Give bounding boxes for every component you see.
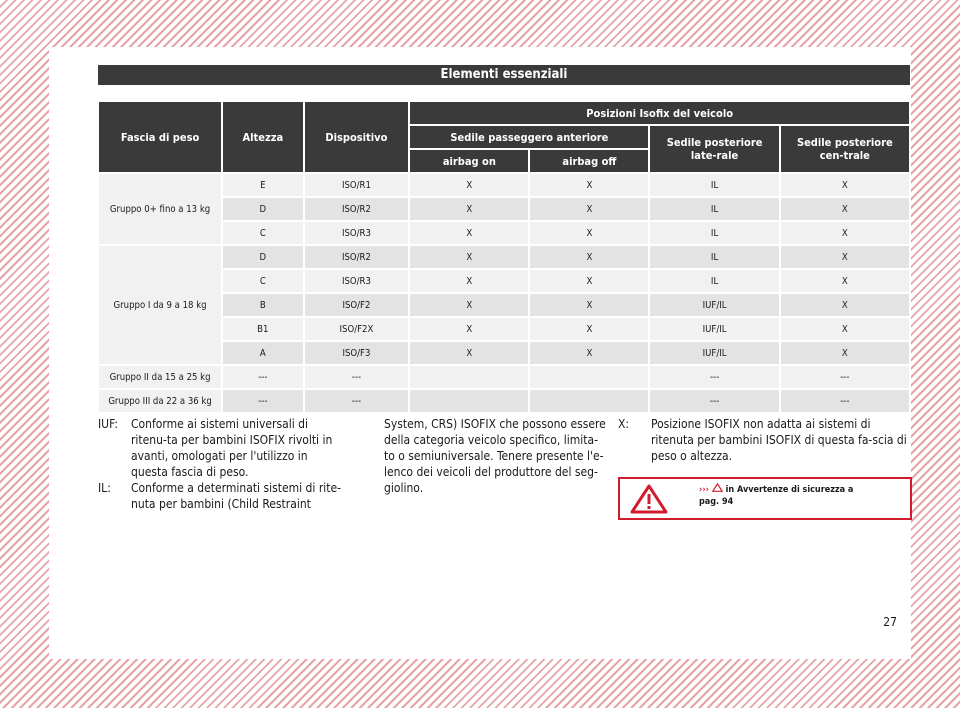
col-weight-header: Fascia di peso [98, 101, 222, 173]
note-il [98, 480, 343, 512]
table-cell: IUF/IL [649, 293, 779, 317]
table-cell: IL [649, 245, 779, 269]
table-cell: X [529, 197, 649, 221]
weight-group-cell: Gruppo III da 22 a 36 kg [98, 389, 222, 413]
table-cell: X [529, 221, 649, 245]
table-cell: ISO/F3 [304, 341, 410, 365]
table-cell: X [409, 293, 529, 317]
note-text: Posizione ISOFIX non adatta ai sistemi di ritenuta per bambini ISOFIX di questa fa-scia di peso o altezza. [651, 417, 907, 463]
table-cell [529, 389, 649, 413]
table-cell: ISO/F2X [304, 317, 410, 341]
table-cell: X [780, 341, 910, 365]
table-cell: X [780, 245, 910, 269]
table-cell: IL [649, 197, 779, 221]
table-row [98, 173, 910, 197]
table-cell: IUF/IL [649, 317, 779, 341]
airbag-off-header: airbag off [529, 149, 649, 173]
table-cell: X [780, 293, 910, 317]
positions-header: Posizioni Isofix del veicolo [409, 101, 910, 125]
table-cell: --- [780, 365, 910, 389]
table-cell [529, 365, 649, 389]
note-x [618, 416, 909, 464]
note-text: Conforme a determinati sistemi di rite-nuta per bambini (Child Restraint [131, 481, 342, 511]
table-cell: D [222, 197, 303, 221]
rear-side-header: Sedile posteriore late-rale [649, 125, 779, 173]
table-cell: X [780, 269, 910, 293]
front-seat-header: Sedile passeggero anteriore [409, 125, 649, 149]
page [49, 47, 911, 659]
notes-col3 [618, 416, 909, 464]
table-body [98, 173, 910, 413]
table-cell: D [222, 245, 303, 269]
note-text: System, CRS) ISOFIX che possono essere della categoria veicolo specifico, limita-to o semiuniversale. Tenere presente l'e-lenco dei veicoli del produttore del seg-giolino. [384, 417, 606, 495]
airbag-on-header: airbag on [409, 149, 529, 173]
table-cell: IL [649, 269, 779, 293]
table-row [98, 365, 910, 389]
table-cell: X [409, 173, 529, 197]
table-cell: X [780, 197, 910, 221]
table-cell: X [780, 221, 910, 245]
table-cell: ISO/R2 [304, 197, 410, 221]
table-cell: ISO/R3 [304, 269, 410, 293]
table-cell: --- [304, 365, 410, 389]
table-cell: B [222, 293, 303, 317]
notes-col1 [98, 416, 343, 512]
warning-text-line2: pag. 94 [699, 497, 734, 507]
note-iuf [98, 416, 343, 480]
table-cell: IUF/IL [649, 341, 779, 365]
table-cell: X [409, 341, 529, 365]
table-cell: X [529, 317, 649, 341]
weight-group-cell: Gruppo 0+ fino a 13 kg [98, 173, 222, 245]
table-cell: IL [649, 173, 779, 197]
col-device-header: Dispositivo [304, 101, 410, 173]
table-cell [409, 389, 529, 413]
note-text: Conforme ai sistemi universali di ritenu-ta per bambini ISOFIX rivolti in avanti, omologati per l'utilizzo in questa fascia di peso. [131, 417, 333, 479]
table-cell: X [409, 197, 529, 221]
table-cell: ISO/R2 [304, 245, 410, 269]
table-cell: ISO/R3 [304, 221, 410, 245]
table-cell: X [780, 173, 910, 197]
table-cell: X [409, 221, 529, 245]
notes-col2 [384, 416, 606, 496]
note-abbr: X: [618, 417, 630, 431]
note-abbr: IL: [98, 481, 111, 495]
table-cell: --- [649, 365, 779, 389]
arrows-icon: ››› [699, 485, 710, 495]
small-warning-icon [712, 483, 723, 492]
warning-box [618, 477, 912, 520]
table-cell: E [222, 173, 303, 197]
table-cell: ISO/F2 [304, 293, 410, 317]
table-cell: --- [304, 389, 410, 413]
isofix-table [98, 101, 910, 413]
table-cell: X [529, 341, 649, 365]
table-cell: ISO/R1 [304, 173, 410, 197]
table-cell: --- [222, 389, 303, 413]
table-cell: X [409, 245, 529, 269]
note-abbr: IUF: [98, 417, 119, 431]
section-title: Elementi essenziali [98, 65, 910, 85]
rear-center-header: Sedile posteriore cen-trale [780, 125, 910, 173]
table-cell [409, 365, 529, 389]
table-cell: IL [649, 221, 779, 245]
table-cell: --- [222, 365, 303, 389]
table-cell: X [409, 269, 529, 293]
table-cell: X [409, 317, 529, 341]
table-row [98, 245, 910, 269]
warning-triangle-icon [630, 484, 668, 514]
warning-text-line1: in Avvertenze di sicurezza a [722, 485, 854, 495]
table-cell: --- [780, 389, 910, 413]
table-cell: A [222, 341, 303, 365]
table-cell: X [529, 269, 649, 293]
table-cell: C [222, 221, 303, 245]
warning-reference[interactable] [699, 483, 853, 508]
col-height-header: Altezza [222, 101, 303, 173]
weight-group-cell: Gruppo II da 15 a 25 kg [98, 365, 222, 389]
table-cell: X [529, 245, 649, 269]
table-cell: B1 [222, 317, 303, 341]
page-number: 27 [883, 615, 897, 629]
table-cell: X [780, 317, 910, 341]
table-cell: --- [649, 389, 779, 413]
table-cell: X [529, 293, 649, 317]
table-row [98, 389, 910, 413]
weight-group-cell: Gruppo I da 9 a 18 kg [98, 245, 222, 365]
table-cell: C [222, 269, 303, 293]
table-cell: X [529, 173, 649, 197]
